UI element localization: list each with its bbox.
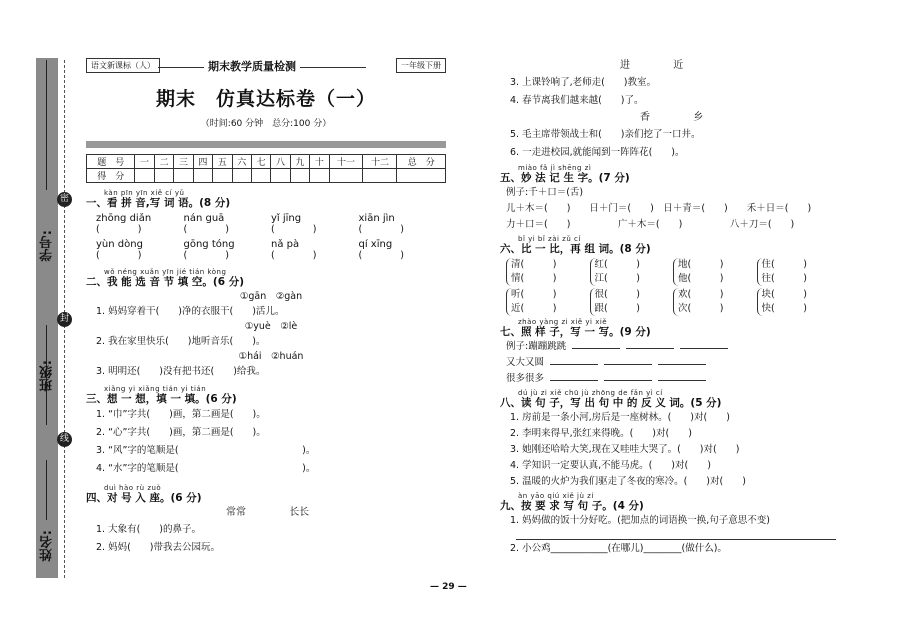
- answer-blank[interactable]: ( ): [271, 224, 317, 235]
- question-line: 3. 上课铃响了,老师走( )教室。: [510, 77, 657, 88]
- score-cell: 十二: [363, 155, 397, 169]
- section-pinyin: xiǎng yi xiǎng tián yi tián: [104, 385, 207, 393]
- score-input-cell[interactable]: [329, 169, 363, 183]
- answer-blank[interactable]: [550, 371, 598, 381]
- question-line: 2. 我在家里快乐( )地听音乐( )。: [96, 336, 266, 347]
- word-choices: [500, 110, 840, 126]
- compare-item[interactable]: 很( ): [594, 289, 640, 300]
- question-line: 4. 学知识一定要认真,不能马虎。( )对( ): [510, 460, 711, 471]
- question-line: 1. 妈妈穿着干( )净的衣服干( )活儿。: [96, 306, 285, 317]
- left-page: [86, 58, 446, 557]
- option-line: ①hái ②huán: [238, 351, 304, 362]
- question-line: 1. 妈妈做的饭十分好吃。(把加点的词语换一换,句子意思不变): [510, 515, 771, 526]
- right-page: [500, 58, 840, 558]
- section-heading: 二、我 能 选 音 节 填 空。(6 分): [86, 276, 244, 288]
- compare-group: [506, 288, 588, 316]
- compare-item[interactable]: 他( ): [678, 273, 724, 284]
- section-heading: 三、想 一 想，填 一 填。(6 分): [86, 393, 237, 405]
- section-pinyin: bǐ yi bǐ zài zǔ cí: [518, 235, 581, 243]
- score-input-cell[interactable]: [310, 169, 329, 183]
- score-input-cell[interactable]: [174, 169, 193, 183]
- compare-group: [506, 258, 588, 286]
- answer-blank[interactable]: [680, 339, 728, 349]
- section-pinyin: dú jù zi xiě chū jù zhōng de fǎn yì cí: [518, 389, 663, 397]
- compare-group: [590, 288, 672, 316]
- score-input-cell[interactable]: [363, 169, 397, 183]
- name-label: 姓名:: [40, 530, 55, 562]
- answer-blank[interactable]: ( ): [183, 224, 229, 235]
- practice-text: 很多很多: [506, 373, 545, 384]
- pinyin-word: nán guā: [183, 213, 225, 224]
- title-divider: [86, 141, 446, 148]
- answer-blank[interactable]: [626, 339, 674, 349]
- question-line: 2. “心”字共( )画，第二画是( )。: [96, 427, 266, 438]
- word-choices: [86, 505, 446, 521]
- section-heading: 四、对 号 入 座。(6 分): [86, 492, 202, 504]
- score-cell: 五: [213, 155, 232, 169]
- answer-blank[interactable]: [572, 339, 620, 349]
- pinyin-word: qí xīng: [358, 239, 393, 250]
- section-pinyin: zhào yàng zi xiě yi xiě: [518, 318, 608, 326]
- compare-item[interactable]: 情( ): [511, 273, 557, 284]
- page-number: — 29 —: [430, 582, 467, 592]
- answer-blank[interactable]: [550, 355, 598, 365]
- score-cell: 七: [251, 155, 270, 169]
- answer-blank[interactable]: ( ): [358, 250, 404, 261]
- score-input-cell[interactable]: [154, 169, 173, 183]
- example-line: [500, 339, 840, 355]
- answer-row: [86, 250, 446, 262]
- example-line: 例子:千＋口＝(舌): [506, 187, 584, 198]
- compare-group: [673, 288, 755, 316]
- question-line: 2. 李明来得早,张红来得晚。( )对( ): [510, 428, 692, 439]
- score-header-row: [87, 155, 446, 169]
- question-line: 1. 房前是一条小河,房后是一座树林。( )对( ): [510, 412, 730, 423]
- option-line: ①yuè ②lè: [244, 321, 298, 332]
- answer-blank[interactable]: ( ): [183, 250, 229, 261]
- score-input-cell[interactable]: [397, 169, 446, 183]
- answer-blank[interactable]: [658, 371, 706, 381]
- section-heading: 九、按 要 求 写 句 子。(4 分): [500, 500, 644, 512]
- question-line: 3. “风”字的笔顺是( )。: [96, 445, 316, 456]
- question-line: 2. 小公鸡____________(在哪儿)________(做什么)。: [510, 543, 727, 554]
- binding-spine: [36, 58, 58, 578]
- answer-blank[interactable]: [658, 355, 706, 365]
- compare-item[interactable]: 往( ): [761, 273, 807, 284]
- score-input-cell[interactable]: [193, 169, 212, 183]
- pinyin-row: [86, 213, 446, 224]
- score-input-cell[interactable]: [135, 169, 154, 183]
- score-input-cell[interactable]: [232, 169, 251, 183]
- answer-blank[interactable]: ( ): [271, 250, 317, 261]
- section-4: [86, 484, 446, 557]
- question-line: 5. 温暖的火炉为我们驱走了冬夜的寒冷。( )对( ): [510, 476, 746, 487]
- section-heading: 七、照 样 子，写 一 写。(9 分): [500, 326, 651, 338]
- section-heading: 六、比 一 比，再 组 词。(8 分): [500, 243, 651, 255]
- seal-mark-mi: 密: [57, 192, 72, 207]
- score-cell: 六: [232, 155, 251, 169]
- compare-item[interactable]: 块( ): [761, 289, 807, 300]
- compare-item[interactable]: 地( ): [678, 259, 724, 270]
- compare-row: [500, 288, 840, 316]
- section-heading: 八、读 句 子，写 出 句 中 的 反 义 词。(5 分): [500, 397, 722, 409]
- section-7: [500, 318, 840, 387]
- answer-blank[interactable]: ( ): [358, 224, 404, 235]
- compare-item[interactable]: 红( ): [594, 259, 640, 270]
- question-line: 2. 妈妈( )带我去公园玩。: [96, 542, 220, 553]
- pinyin-word: yǐ jīng: [271, 213, 302, 224]
- answer-row: [86, 224, 446, 236]
- option-line: ①gān ②gàn: [239, 291, 303, 302]
- question-line: 1. “巾”字共( )画，第二画是( )。: [96, 409, 266, 420]
- question-line: 4. “水”字的笔顺是( )。: [96, 463, 316, 474]
- question-line: 力＋口＝( ) 广＋木＝( ) 八＋刀＝( ): [506, 219, 795, 230]
- section-2: [86, 268, 446, 379]
- pinyin-word: nǎ pà: [271, 239, 300, 250]
- section-5: [500, 164, 840, 233]
- question-line: 4. 春节离我们越来越( )了。: [510, 95, 644, 106]
- practice-line: [500, 371, 840, 387]
- practice-line: [500, 355, 840, 371]
- section-pinyin: àn yāo qiú xiě jù zi: [518, 492, 594, 500]
- word-choice: 常常: [226, 507, 246, 518]
- compare-item[interactable]: 住( ): [761, 259, 807, 270]
- compare-item[interactable]: 次( ): [678, 303, 724, 314]
- score-cell: 一: [135, 155, 154, 169]
- section-pinyin: kàn pīn yīn xiě cí yǔ: [104, 189, 185, 197]
- compare-group: [757, 288, 839, 316]
- question-line: 3. 明明还( )没有把书还( )给我。: [96, 366, 266, 377]
- word-choice: 乡: [693, 112, 704, 123]
- score-cell: 十: [310, 155, 329, 169]
- word-choice: 近: [673, 60, 684, 71]
- practice-text: 又大又圆: [506, 357, 545, 368]
- compare-item[interactable]: 江( ): [594, 273, 640, 284]
- seal-line: [46, 460, 47, 520]
- answer-line[interactable]: [516, 528, 836, 540]
- score-cell: 总 分: [397, 155, 446, 169]
- score-cell: 三: [174, 155, 193, 169]
- section-3: [86, 385, 446, 478]
- grade-tag: 一年级下册: [396, 58, 446, 73]
- compare-item[interactable]: 近( ): [511, 303, 557, 314]
- section-pinyin: wǒ néng xuǎn yīn jié tián kòng: [104, 268, 227, 276]
- exam-header: [86, 58, 446, 76]
- score-value-row: [87, 169, 446, 183]
- seal-line: [46, 60, 47, 190]
- word-choices: [500, 58, 840, 74]
- edition-tag: 语文新课标（人）: [86, 58, 160, 73]
- section-pinyin: duì hào rù zuò: [104, 484, 162, 492]
- pinyin-row: [86, 239, 446, 250]
- answer-blank[interactable]: [604, 371, 652, 381]
- score-cell: 四: [193, 155, 212, 169]
- score-cell: 八: [271, 155, 290, 169]
- question-line: 儿＋木＝( ) 日＋门＝( ) 日＋青＝( ) 禾＋日＝( ): [506, 203, 812, 214]
- word-choice: 香: [640, 112, 650, 123]
- answer-blank[interactable]: ( ): [96, 224, 142, 235]
- exam-header-title: 期末教学质量检测: [204, 58, 300, 74]
- compare-item[interactable]: 欢( ): [678, 289, 724, 300]
- section-9: [500, 492, 840, 558]
- student-id-label: 学号:: [40, 230, 55, 262]
- pinyin-word: yùn dòng: [96, 239, 143, 250]
- question-line: 1. 大象有( )的鼻子。: [96, 524, 201, 535]
- question-line: 6. 一走进校园,就能闻到一阵阵花( )。: [510, 147, 685, 158]
- compare-item[interactable]: 快( ): [761, 303, 807, 314]
- section-6: [500, 235, 840, 316]
- paper-subtitle: （时间:60 分钟 总分:100 分）: [200, 119, 332, 129]
- word-choice: 长长: [289, 507, 310, 518]
- answer-blank[interactable]: [604, 355, 652, 365]
- section-8: [500, 389, 840, 490]
- example-text: 例子:蹦蹦跳跳: [506, 341, 567, 352]
- class-label: 班级:: [40, 360, 55, 392]
- compare-item[interactable]: 跟( ): [594, 303, 640, 314]
- pinyin-word: zhōng diǎn: [96, 213, 152, 224]
- score-table: [86, 154, 446, 183]
- pinyin-word: xiān jìn: [358, 213, 395, 224]
- pinyin-word: gōng tóng: [183, 239, 235, 250]
- score-cell: 十一: [329, 155, 363, 169]
- question-line: 3. 她刚还哈哈大笑,现在又哇哇大哭了。( )对( ): [510, 444, 740, 455]
- compare-item[interactable]: 清( ): [511, 259, 557, 270]
- compare-item[interactable]: 听( ): [511, 289, 557, 300]
- question-line: 5. 毛主席带领战士和( )亲们挖了一口井。: [510, 129, 701, 140]
- section-pinyin: miào fǎ jì shēng zì: [518, 164, 592, 172]
- compare-row: [500, 258, 840, 286]
- answer-blank[interactable]: ( ): [96, 250, 142, 261]
- score-cell: 二: [154, 155, 173, 169]
- score-input-cell[interactable]: [271, 169, 290, 183]
- section-1: [86, 189, 446, 262]
- paper-title: 期末 仿真达标卷（一）: [155, 88, 376, 110]
- score-cell: 题 号: [87, 155, 135, 169]
- score-cell: 得 分: [87, 169, 135, 183]
- seal-mark-xian: 线: [57, 432, 72, 447]
- score-input-cell[interactable]: [213, 169, 232, 183]
- word-choice: 进: [620, 60, 630, 71]
- seal-mark-feng: 封: [57, 312, 72, 327]
- compare-group: [757, 258, 839, 286]
- compare-group: [673, 258, 755, 286]
- score-input-cell[interactable]: [290, 169, 309, 183]
- section-heading: 五、妙 法 记 生 字。(7 分): [500, 172, 630, 184]
- score-input-cell[interactable]: [251, 169, 270, 183]
- score-cell: 九: [290, 155, 309, 169]
- section-heading: 一、看 拼 音,写 词 语。(8 分): [86, 197, 231, 209]
- compare-group: [590, 258, 672, 286]
